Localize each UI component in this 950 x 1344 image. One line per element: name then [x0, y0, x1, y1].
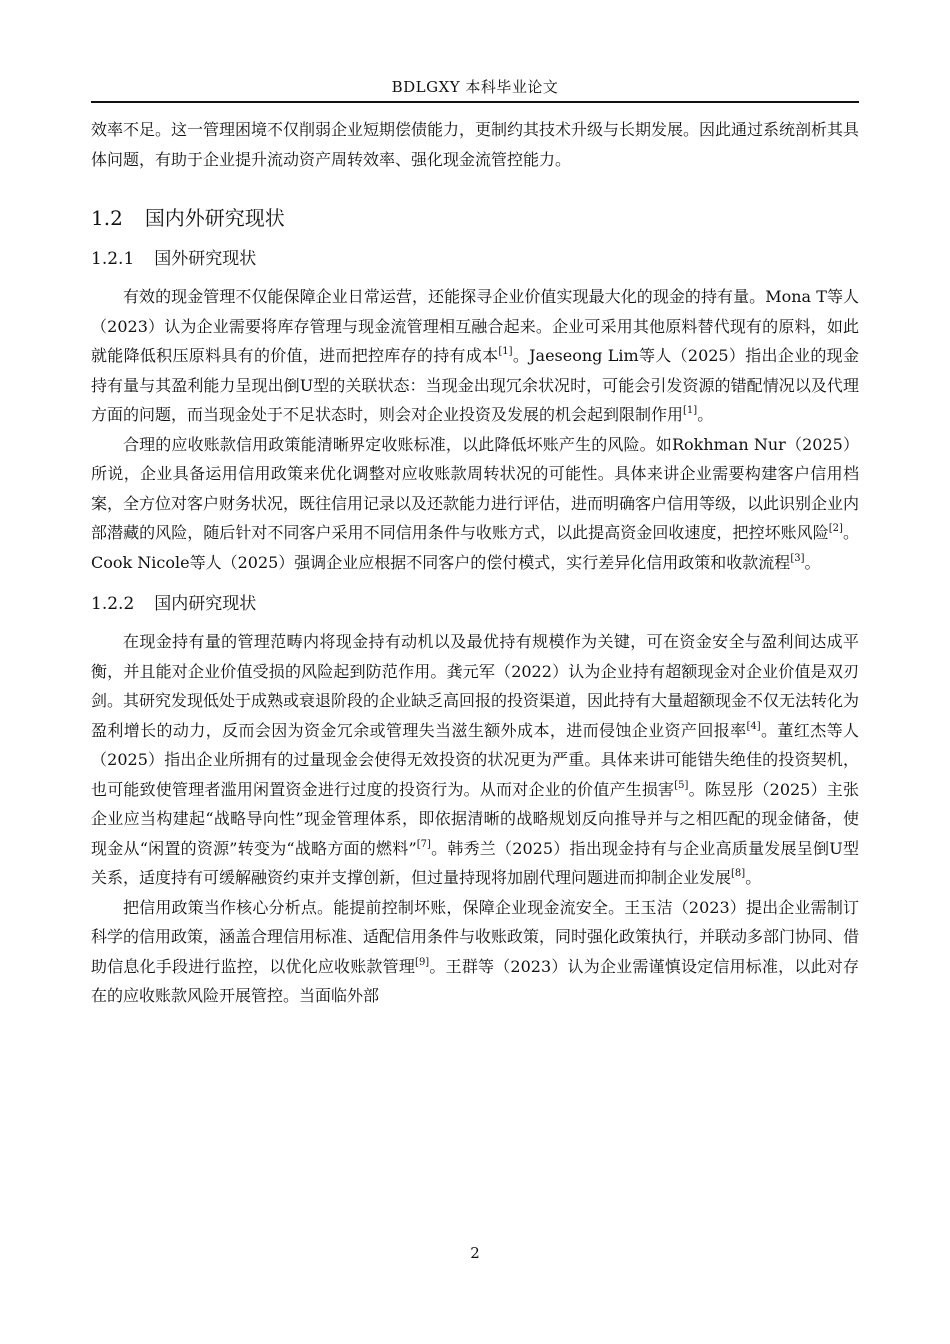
page-number: 2: [470, 1244, 480, 1262]
citation-ref: [3]: [790, 552, 805, 564]
intro-paragraph: 效率不足。这一管理困境不仅削弱企业短期偿债能力，更制约其技术升级与长期发展。因此通过系统剖析其具体问题，有助于企业提升流动资产周转效率、强化现金流管控能力。: [91, 120, 860, 169]
paragraph-text: 。王群等（2023）认为企业需谨慎设定信用标准，以此对存在的应收账款风险开展管控。当面临外部: [91, 956, 859, 1005]
paragraph-text: 。: [804, 552, 821, 572]
page-content: [91, 115, 859, 1011]
paragraph-text: 。董红杰等人（2025）指出企业所拥有的过量现金会使得无效投资的状况更为严重。具体来讲可能错失绝佳的投资契机，也可能致使管理者滥用闲置资金进行过度的投资行为。从而对企业的价值产生损害: [91, 720, 859, 799]
paragraph-text: 在现金持有量的管理范畴内将现金持有动机以及最优持有规模作为关键，可在资金安全与盈利间达成平衡，并且能对企业价值受损的风险起到防范作用。龚元军（2022）认为企业持有超额现金对企业价值是双刃剑。其研究发现低处于成熟或衰退阶段的企业缺乏高回报的投资渠道，因此持有大量超额现金不仅无法转化为盈利增长的动力，反而会因为资金冗余或管理失当滋生额外成本，进而侵蚀企业资产回报率: [91, 632, 860, 740]
subsection-title: 国外研究现状: [154, 249, 257, 269]
paragraph-text: 。Cook Nicole等人（2025）强调企业应根据不同客户的偿付模式，实行差异化信用政策和收款流程: [91, 523, 859, 572]
citation-ref: [1]: [498, 346, 513, 357]
citation-ref: [2]: [828, 523, 843, 534]
section-title: 国内外研究现状: [144, 206, 285, 230]
section-number: 1.2: [91, 206, 123, 230]
paragraph-domestic-cash: [91, 627, 859, 893]
paragraph-text: 。Jaeseong Lim等人（2025）指出企业的现金持有量与其盈利能力呈现出倒U型的关联状态：当现金出现冗余状况时，可能会引发资源的错配情况以及代理方面的问题，而当现金处于不足状态时，则会对企业投资及发展的机会起到限制作用: [91, 346, 859, 424]
paragraph-domestic-credit: [91, 893, 859, 1011]
section-heading-1-2: [91, 204, 859, 232]
subsection-title: 国内研究现状: [154, 594, 257, 614]
citation-ref: [9]: [415, 956, 430, 968]
subsection-heading-1-2-1: [91, 246, 859, 272]
citation-ref: [5]: [674, 779, 689, 791]
paragraph-text: 。: [745, 868, 762, 887]
citation-ref: [1]: [683, 405, 698, 416]
paragraph-text: 。陈昱彤（2025）主张企业应当构建起“战略导向性”现金管理体系，即依据清晰的战略规划反向推导并与之相匹配的现金储备，使现金从“闲置的资源”转变为“战略方面的燃料”: [91, 779, 859, 858]
subsection-heading-1-2-2: [91, 591, 859, 617]
header-rule: [91, 101, 859, 103]
subsection-number: 1.2.1: [91, 249, 135, 269]
paragraph-text: 合理的应收账款信用政策能清晰界定收账标准，以此降低坏账产生的风险。如Rokhman Nur（2025）所说，企业具备运用信用政策来优化调整对应收账款周转状况的可能性。具体来讲企业需要构建客户信用档案，全方位对客户财务状况，既往信用记录以及还款能力进行评估，进而明确客户信用等级，以此识别企业内部潜藏的风险，随后针对不同客户采用不同信用条件与收账方式，以此提高资金回收速度，把控坏账风险: [91, 434, 860, 542]
paragraph-text: 把信用政策当作核心分析点。能提前控制坏账，保障企业现金流安全。王玉洁（2023）提出企业需制订科学的信用政策，涵盖合理信用标准、适配信用条件与收账政策，同时强化政策执行，并联动多部门协同、借助信息化手段进行监控，以优化应收账款管理: [91, 897, 860, 976]
paragraph-text: 。韩秀兰（2025）指出现金持有与企业高质量发展呈倒U型关系，适度持有可缓解融资约束并支撑创新，但过量持现将加剧代理问题进而抑制企业发展: [91, 838, 859, 887]
page-header: BDLGXY 本科毕业论文: [391, 78, 559, 96]
citation-ref: [8]: [731, 868, 746, 879]
citation-ref: [4]: [746, 720, 761, 732]
paragraph-text: 有效的现金管理不仅能保障企业日常运营，还能探寻企业价值实现最大化的现金的持有量。Mona T等人（2023）认为企业需要将库存管理与现金流管理相互融合起来。企业可采用其他原料替代现有的原料，如此就能降低积压原料具有的价值，进而把控库存的持有成本: [91, 287, 859, 365]
paragraph-foreign-cash: [91, 282, 859, 430]
paragraph-text: 。: [697, 405, 714, 424]
citation-ref: [7]: [416, 838, 431, 850]
paragraph-foreign-credit: [91, 430, 859, 578]
subsection-number: 1.2.2: [91, 594, 135, 614]
